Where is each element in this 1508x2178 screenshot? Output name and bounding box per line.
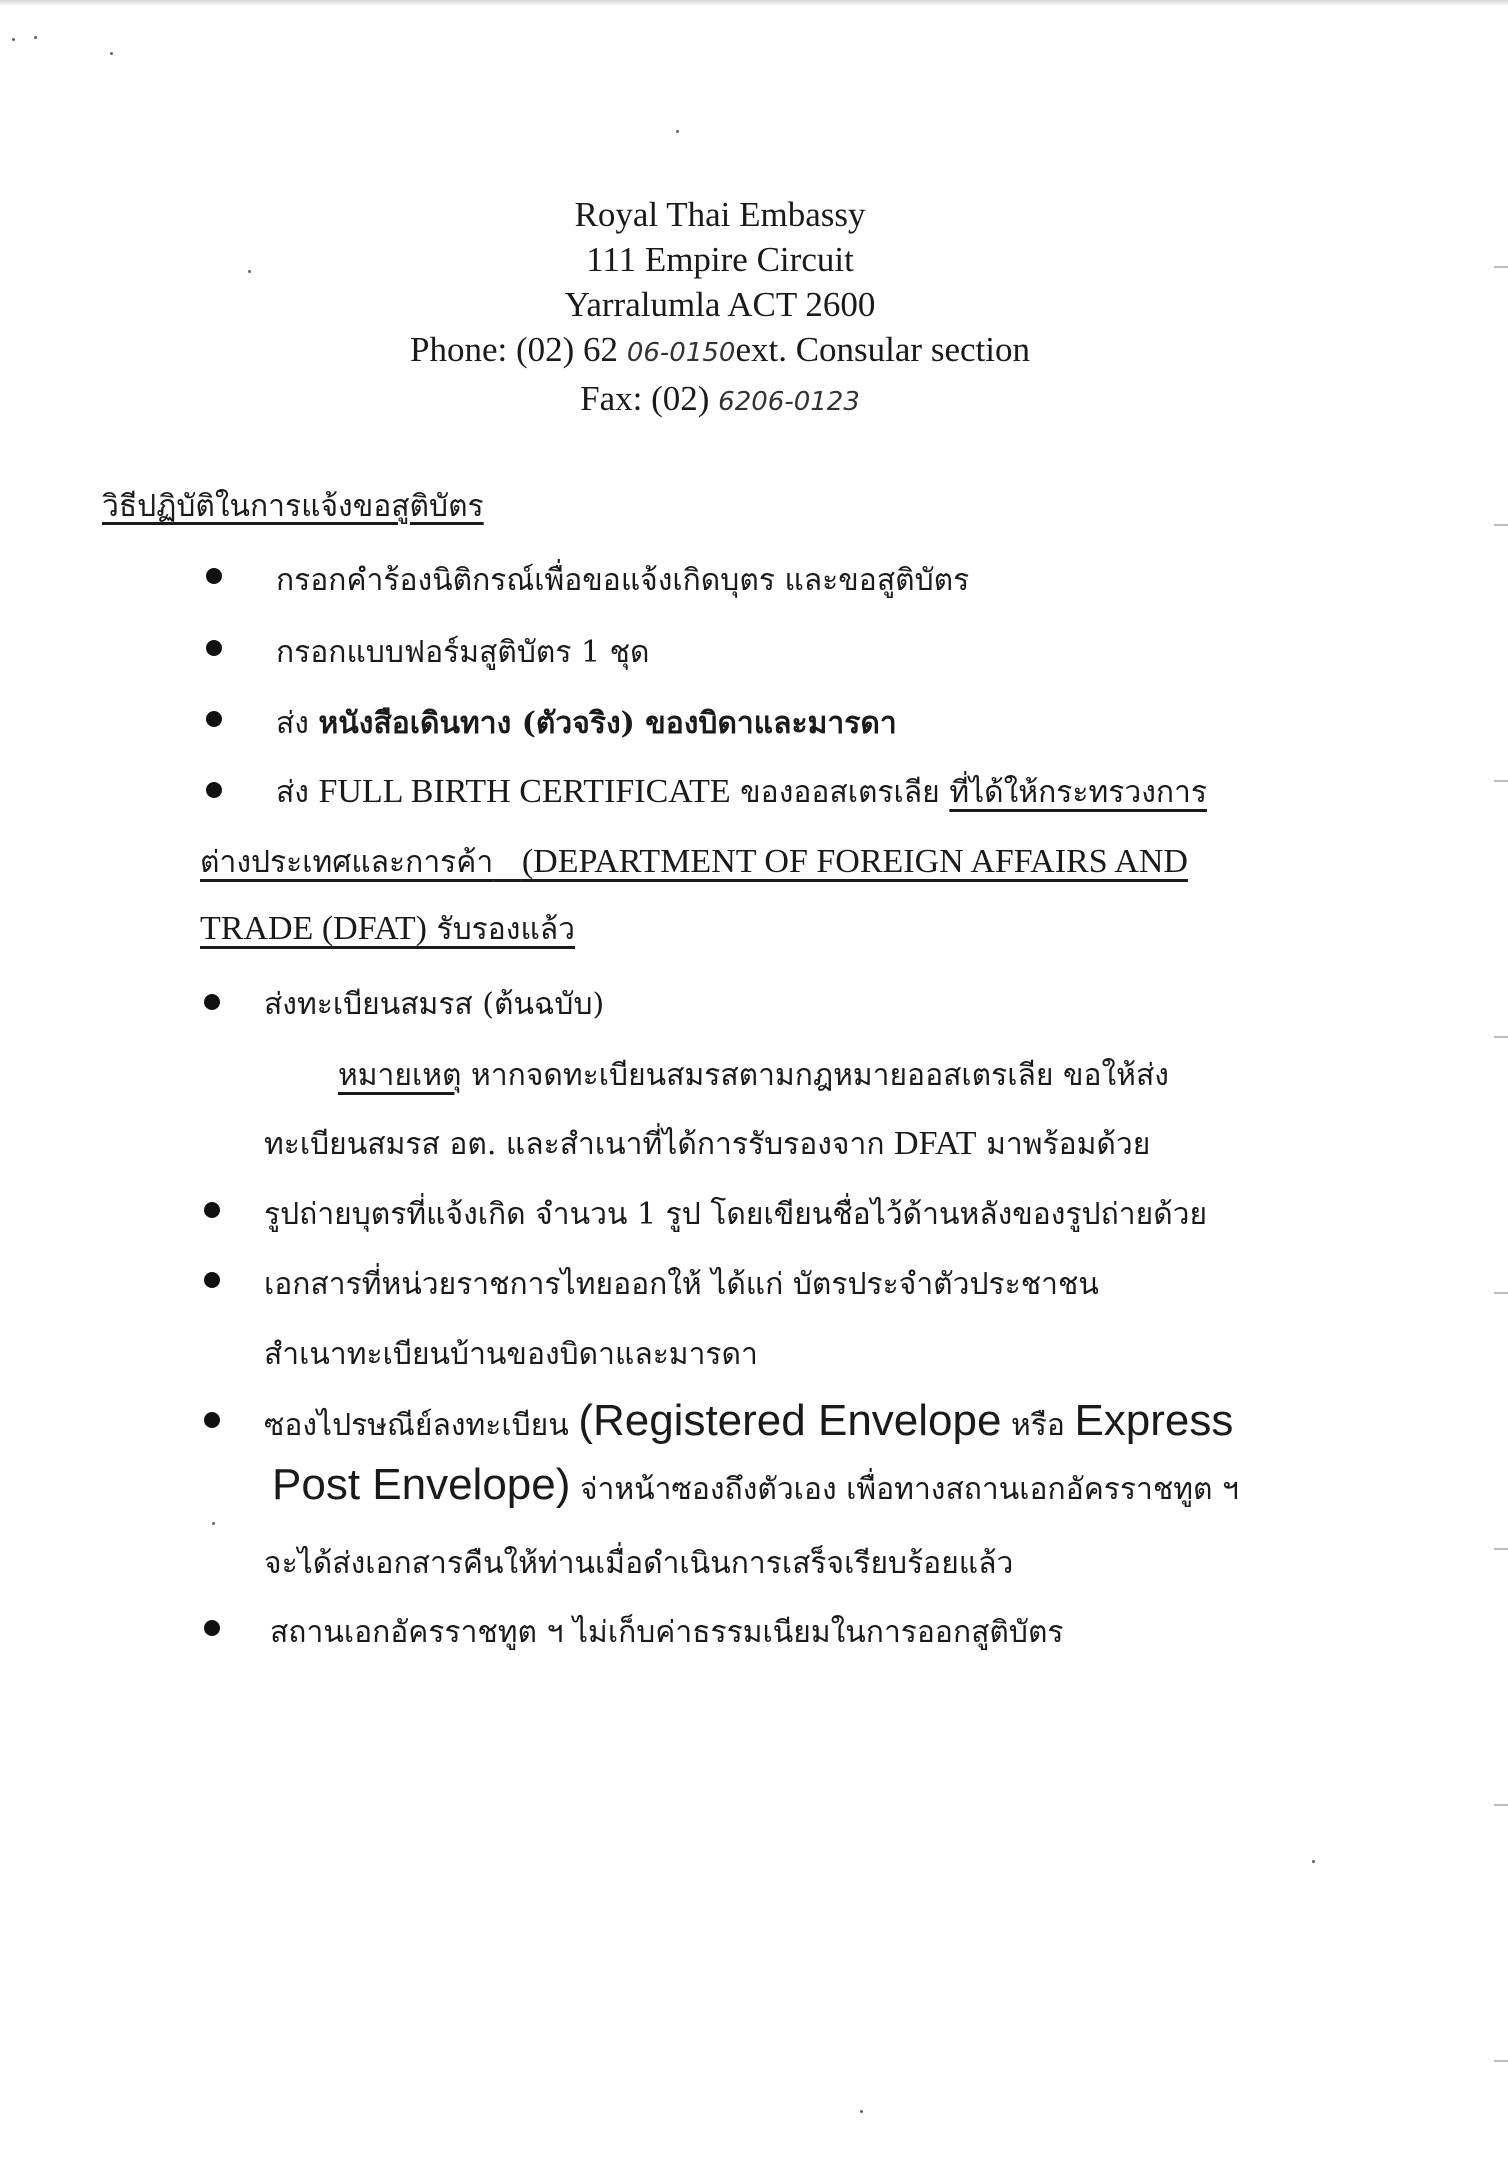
note-label: หมายเหตุ <box>338 1058 462 1093</box>
list-item-continuation: จะได้ส่งเอกสารคืนให้ท่านเมื่อดำเนินการเสร็จเรียบร้อยแล้ว <box>264 1546 1014 1581</box>
note-text: มาพร้อมด้วย <box>986 1127 1151 1162</box>
margin-tick <box>1494 266 1508 268</box>
bullet-icon <box>206 782 222 798</box>
embassy-name: Royal Thai Embassy <box>574 195 866 234</box>
scan-speck <box>110 52 113 55</box>
item-text: รับรองแล้ว <box>436 912 576 947</box>
fax-line <box>0 376 1440 425</box>
embassy-address-block <box>0 192 1440 425</box>
margin-tick <box>1494 1804 1508 1806</box>
list-item-continuation <box>200 839 1188 886</box>
bullet-icon <box>204 1412 220 1428</box>
phone-prefix: Phone: (02) 62 <box>410 330 619 369</box>
list-item-continuation: สำเนาทะเบียนบ้านของบิดาและมารดา <box>264 1337 758 1372</box>
note-line <box>264 1121 1150 1168</box>
note-line <box>338 1052 1169 1099</box>
list-item: กรอกแบบฟอร์มสูติบัตร 1 ชุด <box>276 635 650 670</box>
street-address: 111 Empire Circuit <box>586 240 854 279</box>
item-text: ของออสเตรเลีย <box>740 775 940 810</box>
list-item: รูปถ่ายบุตรที่แจ้งเกิด จำนวน 1 รูป โดยเขียนชื่อไว้ด้านหลังของรูปถ่ายด้วย <box>264 1197 1208 1232</box>
bullet-icon <box>206 640 222 656</box>
scan-speck <box>212 1522 215 1525</box>
bullet-icon <box>204 1202 220 1218</box>
list-item: ส่งทะเบียนสมรส (ต้นฉบับ) <box>264 987 605 1022</box>
item-text-underlined: ที่ได้ให้กระทรวงการ <box>949 775 1207 810</box>
item-text: ส่ง <box>276 775 309 810</box>
item-text-english: FULL BIRTH CERTIFICATE <box>318 773 731 810</box>
item-text: จ่าหน้าซองถึงตัวเอง เพื่อทางสถานเอกอัครราชทูต ฯ <box>579 1472 1239 1507</box>
item-text-english: (DEPARTMENT OF FOREIGN AFFAIRS AND <box>521 843 1188 880</box>
list-item: กรอกคำร้องนิติกรณ์เพื่อขอแจ้งเกิดบุตร และขอสูติบัตร <box>276 563 970 598</box>
bullet-icon <box>204 994 220 1010</box>
margin-tick <box>1494 780 1508 782</box>
item-text-english: TRADE (DFAT) <box>200 910 427 947</box>
item-text: ส่ง <box>276 706 309 741</box>
bullet-icon <box>204 1272 220 1288</box>
phone-handwritten: 06-0150 <box>626 338 736 368</box>
fax-handwritten: 6206-0123 <box>718 387 860 417</box>
phone-line <box>0 327 1440 376</box>
suburb-address: Yarralumla ACT 2600 <box>564 285 876 324</box>
scan-speck <box>12 38 15 41</box>
list-item-continuation <box>200 906 575 953</box>
fax-prefix: Fax: (02) <box>580 379 710 418</box>
scan-speck <box>860 2110 863 2113</box>
bullet-icon <box>206 711 222 727</box>
list-item: เอกสารที่หน่วยราชการไทยออกให้ ได้แก่ บัตรประจำตัวประชาชน <box>264 1267 1099 1302</box>
margin-tick <box>1494 524 1508 526</box>
margin-tick <box>1494 2060 1508 2062</box>
list-item <box>264 1396 1233 1449</box>
item-text: ต่างประเทศและการค้า <box>200 845 494 880</box>
list-item <box>276 769 1207 816</box>
scan-speck <box>676 130 679 133</box>
bullet-icon <box>206 568 222 584</box>
item-text: หรือ <box>1011 1408 1065 1443</box>
item-text-english: (Registered Envelope <box>578 1396 1002 1445</box>
item-text-english: Express <box>1074 1396 1234 1445</box>
margin-tick <box>1494 1036 1508 1038</box>
scan-edge-shadow <box>0 0 1508 6</box>
bullet-icon <box>204 1620 220 1636</box>
note-text: หากจดทะเบียนสมรสตามกฎหมายออสเตรเลีย ขอให้ส่ง <box>471 1058 1169 1093</box>
phone-suffix: ext. Consular section <box>735 330 1030 369</box>
list-item-continuation <box>272 1460 1239 1513</box>
scan-speck <box>34 36 37 39</box>
margin-tick <box>1494 1292 1508 1294</box>
scan-speck <box>1312 1860 1315 1863</box>
item-text-bold: หนังสือเดินทาง (ตัวจริง) ของบิดาและมารดา <box>318 706 897 741</box>
item-text-english: Post Envelope) <box>272 1460 571 1509</box>
list-item <box>276 700 897 747</box>
list-item: สถานเอกอัครราชทูต ฯ ไม่เก็บค่าธรรมเนียมในการออกสูติบัตร <box>270 1615 1064 1650</box>
note-text: ทะเบียนสมรส อต. และสำเนาที่ได้การรับรองจาก <box>264 1127 885 1162</box>
note-text-english: DFAT <box>894 1125 977 1162</box>
item-text: ซองไปรษณีย์ลงทะเบียน <box>264 1408 569 1443</box>
margin-tick <box>1494 1548 1508 1550</box>
section-title: วิธีปฏิบัติในการแจ้งขอสูติบัตร <box>102 489 484 524</box>
